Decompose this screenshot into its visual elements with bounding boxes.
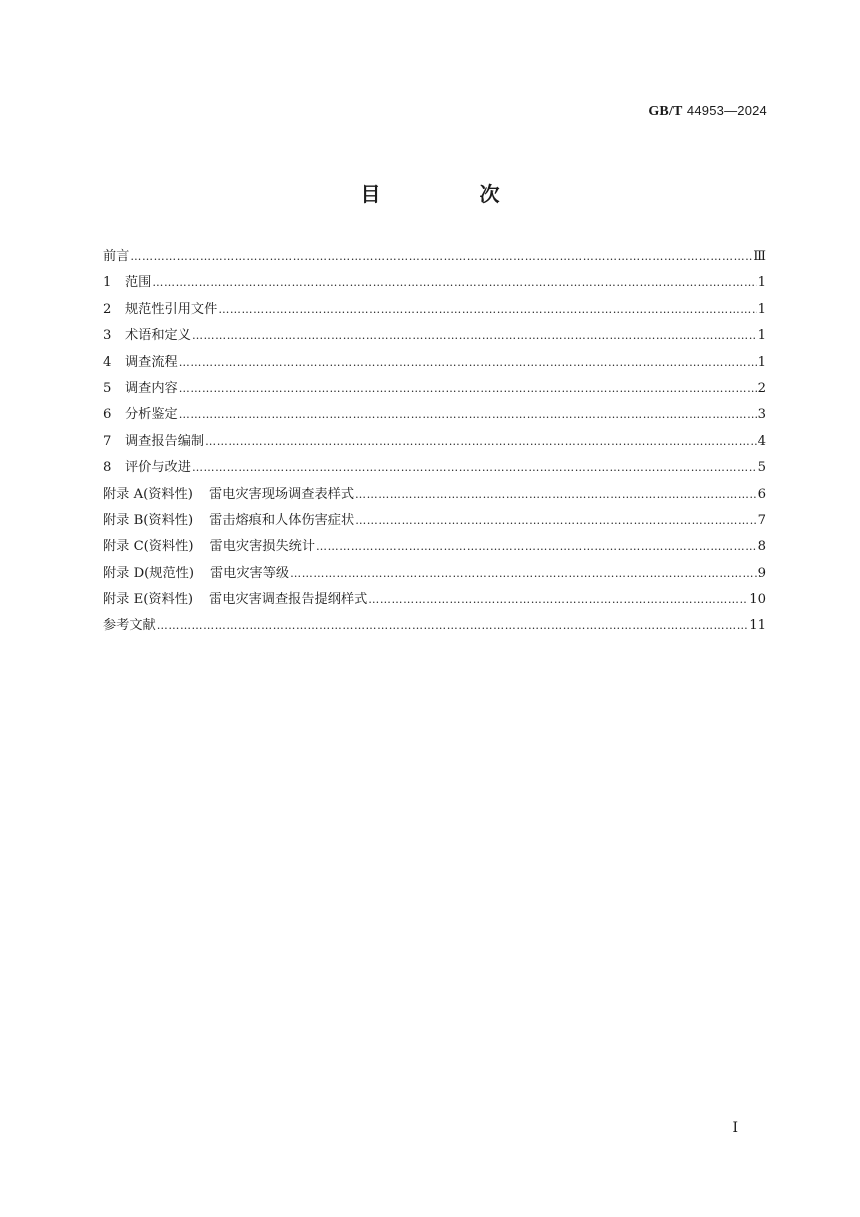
toc-entry-page: 5 bbox=[757, 460, 766, 476]
toc-dot-leader bbox=[130, 244, 752, 270]
toc-dot-leader bbox=[179, 350, 757, 376]
toc-entry-page: 1 bbox=[757, 328, 766, 344]
toc-entry-title: 规范性引用文件 bbox=[125, 301, 218, 317]
toc-entry-4[interactable] bbox=[103, 350, 766, 376]
toc-entry-page: 7 bbox=[757, 512, 766, 528]
toc-appendix-label: 附录 E(资料性) bbox=[103, 592, 194, 608]
toc-entry-number: 7 bbox=[103, 433, 112, 449]
toc-entry-page: 1 bbox=[757, 301, 766, 317]
toc-entry-title: 调查报告编制 bbox=[125, 433, 205, 449]
toc-entry-title: 雷电灾害调查报告提纲样式 bbox=[209, 592, 368, 608]
standard-number: 44953—2024 bbox=[686, 103, 767, 118]
toc-entry-bibliography[interactable] bbox=[103, 613, 766, 639]
toc-entry-1[interactable] bbox=[103, 270, 766, 296]
toc-entry-appendix-c[interactable] bbox=[103, 534, 766, 560]
toc-entry-number: 8 bbox=[103, 460, 112, 476]
toc-entry-appendix-a[interactable] bbox=[103, 482, 766, 508]
toc-entry-page: 2 bbox=[757, 380, 766, 396]
toc-entry-title: 调查内容 bbox=[125, 380, 178, 396]
toc-entry-3[interactable] bbox=[103, 323, 766, 349]
toc-dot-leader bbox=[152, 270, 756, 296]
toc-entry-title: 分析鉴定 bbox=[125, 407, 178, 423]
toc-entry-8[interactable] bbox=[103, 455, 766, 481]
toc-appendix-label: 附录 A(资料性) bbox=[103, 486, 193, 502]
toc-entry-page: 4 bbox=[757, 433, 766, 449]
toc-dot-leader bbox=[368, 587, 748, 613]
toc-entry-title: 前言 bbox=[103, 249, 130, 264]
standard-code bbox=[648, 103, 767, 120]
toc-dot-leader bbox=[355, 508, 756, 534]
toc-title: 目 次 bbox=[360, 182, 546, 206]
toc-entry-page: Ⅲ bbox=[753, 249, 766, 264]
toc-entry-number: 5 bbox=[103, 380, 112, 396]
standard-prefix: GB/T bbox=[648, 104, 683, 119]
toc-appendix-label: 附录 D(规范性) bbox=[103, 565, 194, 581]
toc-entry-number: 4 bbox=[103, 354, 112, 370]
toc-dot-leader bbox=[157, 613, 748, 639]
table-of-contents bbox=[103, 244, 766, 640]
toc-entry-page: 8 bbox=[757, 539, 766, 555]
toc-dot-leader bbox=[179, 376, 757, 402]
toc-entry-title: 参考文献 bbox=[103, 618, 156, 634]
toc-entry-title: 雷电灾害等级 bbox=[210, 565, 290, 581]
toc-entry-number: 3 bbox=[103, 328, 112, 344]
toc-entry-title: 雷电灾害损失统计 bbox=[209, 539, 316, 555]
toc-dot-leader bbox=[179, 402, 757, 428]
toc-dot-leader bbox=[192, 455, 757, 481]
toc-dot-leader bbox=[205, 429, 756, 455]
toc-entry-title: 评价与改进 bbox=[125, 460, 191, 476]
toc-entry-5[interactable] bbox=[103, 376, 766, 402]
toc-entry-appendix-e[interactable] bbox=[103, 587, 766, 613]
toc-entry-page: 10 bbox=[749, 592, 766, 608]
toc-appendix-label: 附录 B(资料性) bbox=[103, 512, 194, 528]
toc-dot-leader bbox=[355, 482, 757, 508]
toc-entry-title: 术语和定义 bbox=[125, 328, 191, 344]
toc-entry-appendix-b[interactable] bbox=[103, 508, 766, 534]
toc-entry-page: 1 bbox=[757, 354, 766, 370]
toc-entry-2[interactable] bbox=[103, 297, 766, 323]
toc-entry-6[interactable] bbox=[103, 402, 766, 428]
toc-entry-page: 9 bbox=[757, 565, 766, 581]
toc-dot-leader bbox=[290, 561, 756, 587]
toc-entry-number: 1 bbox=[103, 275, 112, 291]
toc-entry-appendix-d[interactable] bbox=[103, 561, 766, 587]
toc-dot-leader bbox=[218, 297, 756, 323]
toc-entry-foreword[interactable] bbox=[103, 244, 766, 270]
toc-entry-title: 调查流程 bbox=[125, 354, 178, 370]
toc-entry-number: 6 bbox=[103, 407, 112, 423]
toc-entry-7[interactable] bbox=[103, 429, 766, 455]
toc-appendix-label: 附录 C(资料性) bbox=[103, 539, 194, 555]
toc-entry-title: 雷击熔痕和人体伤害症状 bbox=[209, 512, 355, 528]
toc-entry-title: 范围 bbox=[125, 275, 152, 291]
toc-entry-title: 雷电灾害现场调查表样式 bbox=[208, 486, 355, 502]
toc-dot-leader bbox=[316, 534, 757, 560]
toc-entry-page: 6 bbox=[757, 486, 766, 502]
page-number: Ⅰ bbox=[732, 1120, 738, 1136]
toc-entry-page: 11 bbox=[749, 618, 766, 634]
toc-dot-leader bbox=[192, 323, 757, 349]
toc-entry-number: 2 bbox=[103, 301, 112, 317]
toc-entry-page: 1 bbox=[757, 275, 766, 291]
toc-entry-page: 3 bbox=[757, 407, 766, 423]
